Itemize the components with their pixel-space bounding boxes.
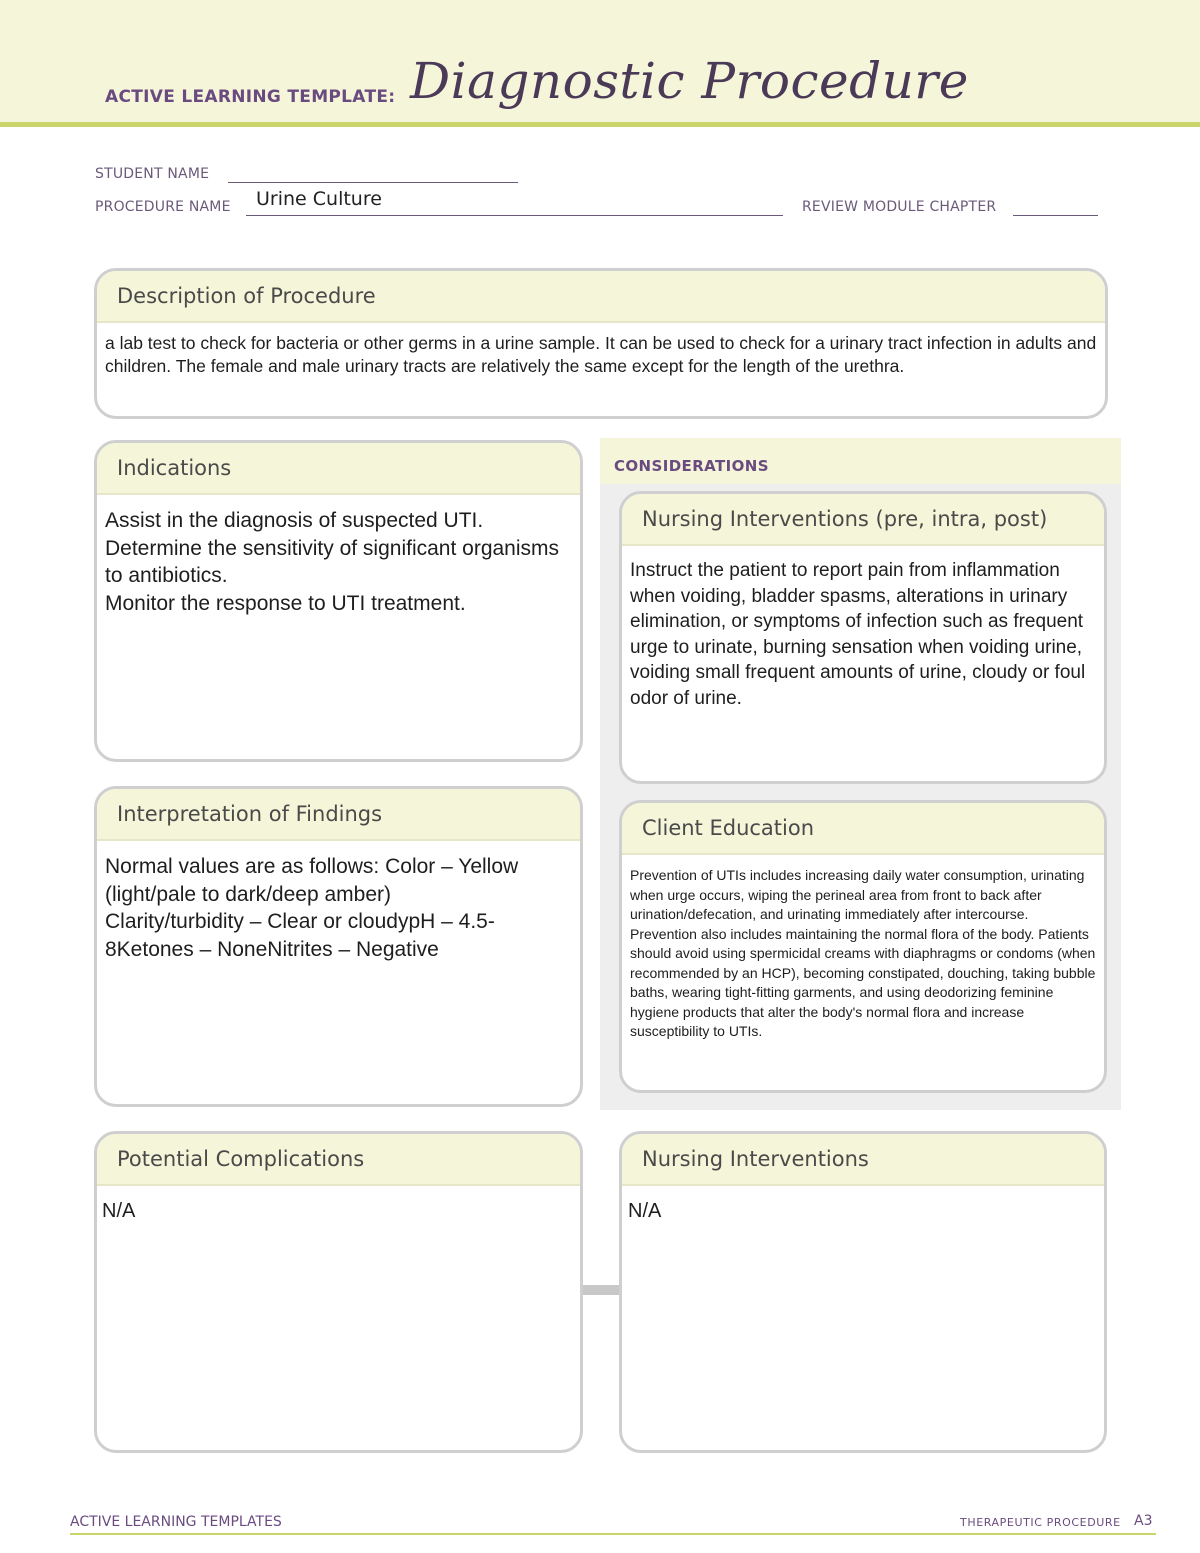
box-connector xyxy=(582,1285,622,1295)
potential-complications-box xyxy=(94,1131,583,1453)
client-education-heading: Client Education xyxy=(622,803,1104,855)
nursing-interventions-text: N/A xyxy=(628,1200,662,1222)
nursing-interventions-heading: Nursing Interventions xyxy=(622,1134,1104,1186)
potential-complications-text: N/A xyxy=(102,1200,136,1222)
interpretation-text: Normal values are as follows: Color – Yellow (light/pale to dark/deep amber) Clarity/turbidity – Clear or cloudypH – 4.5-8Ketones – NoneNitrites – Negative xyxy=(105,855,519,961)
footer-right-label: THERAPEUTIC PROCEDURE xyxy=(960,1516,1121,1529)
nursing-interventions-pre-box xyxy=(619,491,1107,784)
nursing-interventions-box xyxy=(619,1131,1107,1453)
page-number: A3 xyxy=(1134,1513,1153,1529)
interpretation-heading: Interpretation of Findings xyxy=(97,789,580,841)
interpretation-box xyxy=(94,786,583,1107)
template-label: ACTIVE LEARNING TEMPLATE: xyxy=(105,87,396,107)
header-rule xyxy=(0,122,1200,127)
considerations-heading: CONSIDERATIONS xyxy=(614,457,769,475)
student-name-field[interactable] xyxy=(228,182,518,183)
nursing-interventions-pre-heading: Nursing Interventions (pre, intra, post) xyxy=(622,494,1104,546)
procedure-name-label: PROCEDURE NAME xyxy=(95,199,231,215)
page-title: Diagnostic Procedure xyxy=(410,52,969,110)
review-module-field[interactable] xyxy=(1013,215,1098,216)
description-heading: Description of Procedure xyxy=(97,271,1105,323)
client-education-box xyxy=(619,800,1107,1093)
indications-heading: Indications xyxy=(97,443,580,495)
indications-box xyxy=(94,440,583,762)
footer-rule xyxy=(70,1533,1156,1535)
indications-text: Assist in the diagnosis of suspected UTI. Determine the sensitivity of significant organisms to antibiotics. Monitor the response to UTI treatment. xyxy=(105,509,560,615)
description-text: a lab test to check for bacteria or other germs in a urine sample. It can be used to check for a urinary tract infection in adults and children. The female and male urinary tracts are relatively the same except for the length of the urethra. xyxy=(105,333,1097,376)
potential-complications-heading: Potential Complications xyxy=(97,1134,580,1186)
client-education-text: Prevention of UTIs includes increasing daily water consumption, urinating when urge occurs, wiping the perineal area from front to back after urination/defecation, and urinating immediately after intercourse. Prevention also includes maintaining the normal flora of the body. Patients should avoid using spermicidal creams with diaphragms or condoms (when recommended by an HCP), becoming constipated, douching, taking bubble baths, wearing tight-fitting garments, and using deodorizing feminine hygiene products that alter the body's normal flora and increase susceptibility to UTIs. xyxy=(630,867,1096,1039)
student-name-label: STUDENT NAME xyxy=(95,166,210,182)
procedure-name-field[interactable] xyxy=(246,215,783,216)
procedure-name-value: Urine Culture xyxy=(256,188,382,210)
footer-left-label: ACTIVE LEARNING TEMPLATES xyxy=(70,1514,282,1530)
nursing-interventions-pre-text: Instruct the patient to report pain from inflammation when voiding, bladder spasms, alterations in urinary elimination, or symptoms of infection such as frequent urge to urinate, burning sensation when voiding urine, voiding small frequent amounts of urine, cloudy or foul odor of urine. xyxy=(630,560,1086,709)
description-box xyxy=(94,268,1108,419)
review-module-label: REVIEW MODULE CHAPTER xyxy=(802,199,997,215)
